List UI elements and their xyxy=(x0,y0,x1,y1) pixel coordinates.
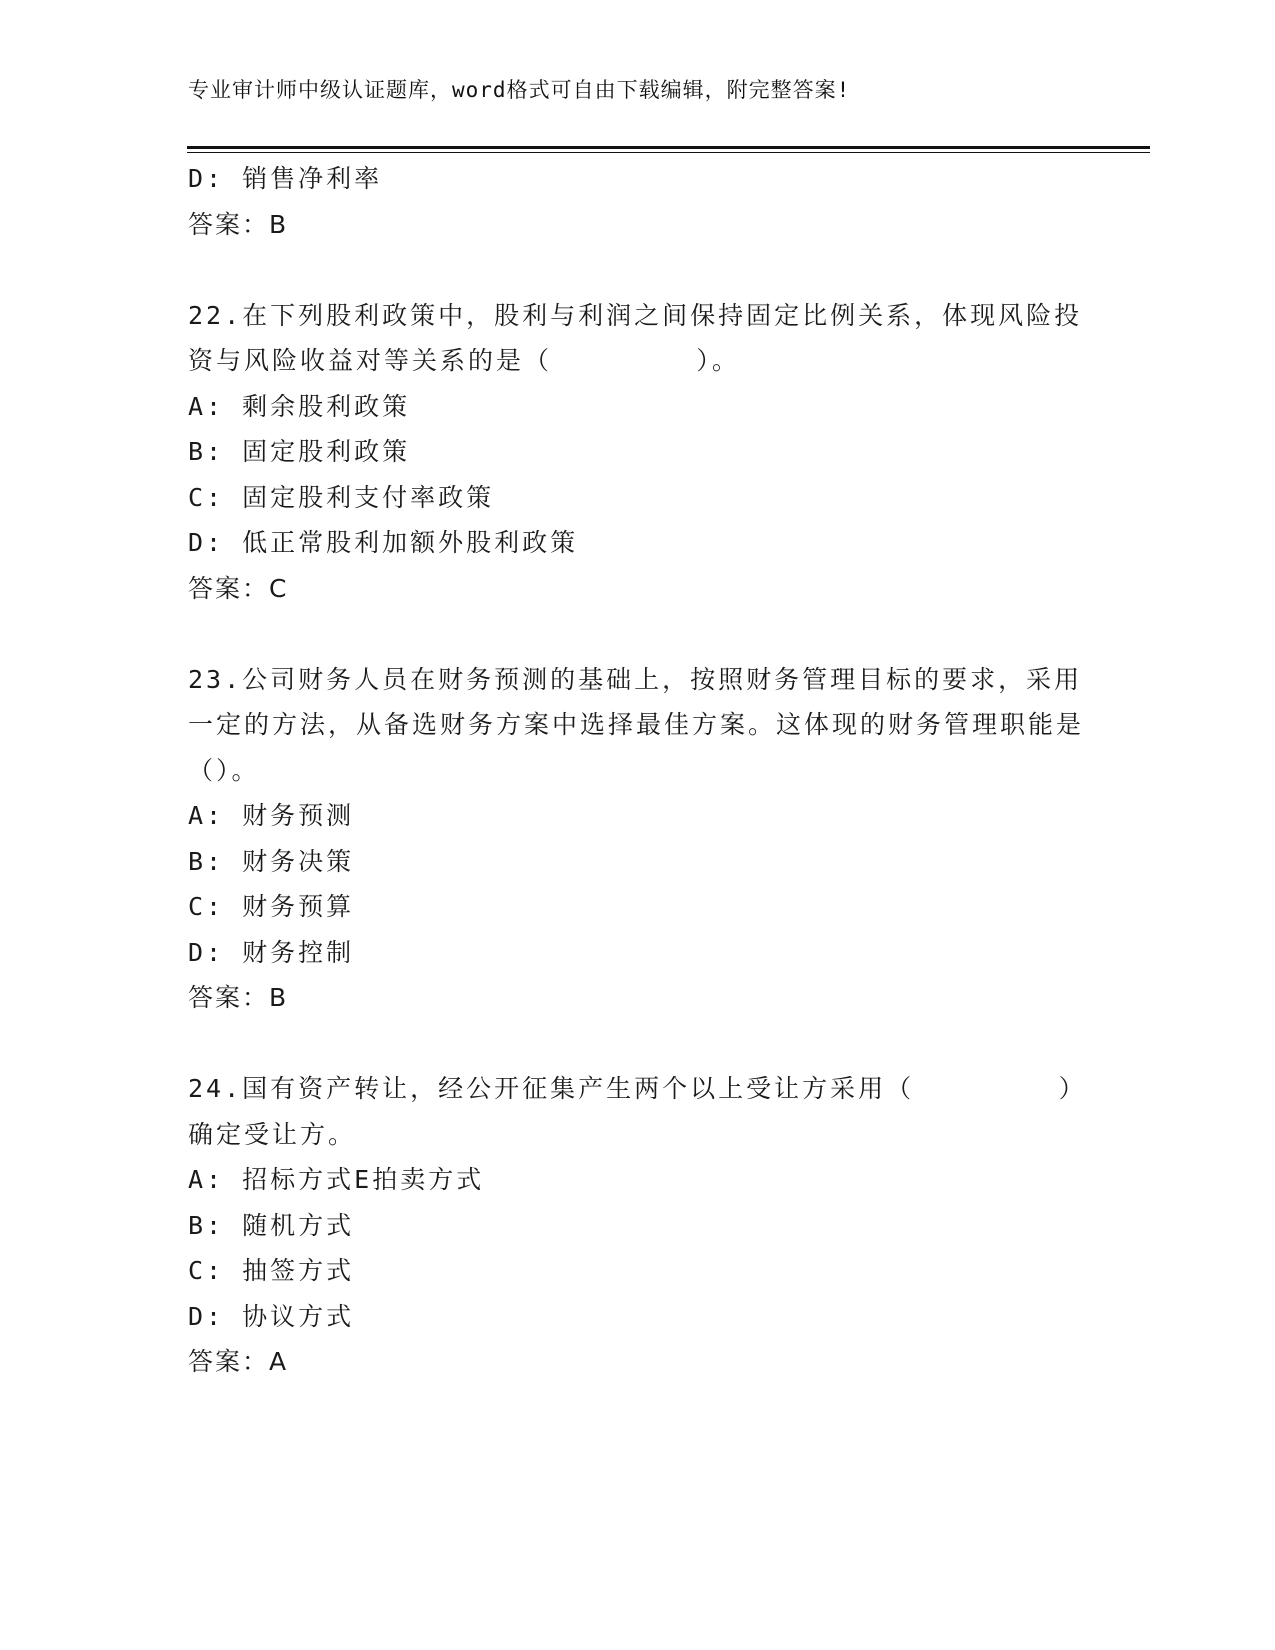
question-23 xyxy=(188,657,1088,1021)
question-text: 22.在下列股利政策中，股利与利润之间保持固定比例关系，体现风险投资与风险收益对等关系的是（ ）。 xyxy=(188,300,1083,375)
spacer xyxy=(188,611,1088,657)
option-d: D: 低正常股利加额外股利政策 xyxy=(188,528,579,557)
question-text: 24.国有资产转让，经公开征集产生两个以上受让方采用（ ）确定受让方。 xyxy=(188,1074,1087,1149)
answer: 答案：A xyxy=(188,1347,289,1376)
option-c: C: 抽签方式 xyxy=(188,1256,355,1285)
question-22 xyxy=(188,293,1088,612)
question-text: 23.公司财务人员在财务预测的基础上，按照财务管理目标的要求，采用一定的方法，从备选财务方案中选择最佳方案。这体现的财务管理职能是（）。 xyxy=(188,664,1085,785)
option-c: C: 财务预算 xyxy=(188,892,355,921)
option-d: D: 财务控制 xyxy=(188,937,355,967)
option-a: A: 招标方式E拍卖方式 xyxy=(188,1165,485,1194)
option-b: B: 财务决策 xyxy=(188,846,355,876)
spacer xyxy=(188,247,1088,293)
header-rule-thin xyxy=(187,152,1150,153)
document-body xyxy=(188,156,1088,1385)
spacer xyxy=(188,1021,1088,1067)
question-24 xyxy=(188,1066,1088,1385)
header-rule-thick xyxy=(187,146,1150,149)
page-header: 专业审计师中级认证题库，word格式可自由下载编辑，附完整答案! xyxy=(188,78,851,102)
answer: 答案：B xyxy=(188,983,289,1012)
prev-answer: 答案：B xyxy=(188,209,289,239)
option-b: B: 固定股利政策 xyxy=(188,437,411,466)
option-a: A: 剩余股利政策 xyxy=(188,391,411,421)
option-a: A: 财务预测 xyxy=(188,801,355,830)
answer: 答案：C xyxy=(188,573,289,603)
option-b: B: 随机方式 xyxy=(188,1210,355,1240)
option-c: C: 固定股利支付率政策 xyxy=(188,482,495,512)
option-d: D: 协议方式 xyxy=(188,1301,355,1331)
prev-option-d: D: 销售净利率 xyxy=(188,164,383,193)
